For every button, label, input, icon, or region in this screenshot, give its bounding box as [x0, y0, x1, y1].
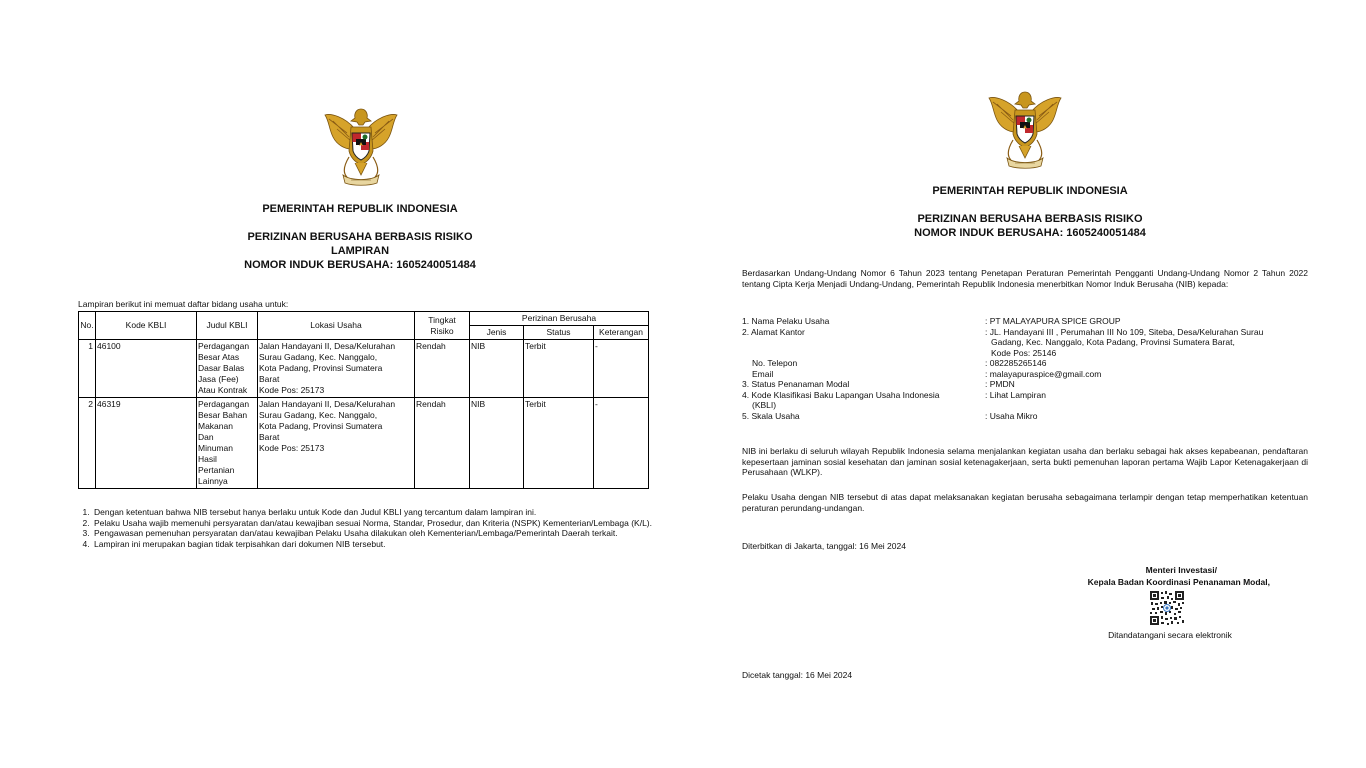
row-lokasi: Jalan Handayani II, Desa/Kelurahan Surau Gadang, Kec. Nanggalo, Kota Padang, Provinsi Sumatera Barat Kode Pos: 25173: [258, 398, 415, 489]
note-item: 4. Lampiran ini merupakan bagian tidak terpisahkan dari dokumen NIB tersebut.: [92, 539, 662, 550]
field-nama: 1. Nama Pelaku Usaha : PT MALAYAPURA SPICE GROUP: [742, 316, 1121, 326]
doc-subtitle: LAMPIRAN: [330, 245, 390, 257]
government-heading: PEMERINTAH REPUBLIK INDONESIA: [932, 185, 1128, 197]
kbli-table: [78, 311, 649, 489]
risiko-label: Risiko: [430, 325, 454, 336]
row-judul: Perdagangan Besar Bahan Makanan Dan Minuman Hasil Pertanian Lainnya: [197, 398, 258, 489]
tingkat-label: Tingkat: [428, 314, 456, 325]
row-status: Terbit: [524, 398, 594, 489]
lampiran-intro: Lampiran berikut ini memuat daftar bidang usaha untuk:: [78, 299, 289, 309]
obligation-paragraph: Pelaku Usaha dengan NIB tersebut di atas dapat melaksanakan kegiatan berusaha sebagaimana terlampir dengan tetap memperhatikan ketentuan peraturan perundang-undangan.: [742, 492, 1308, 513]
lampiran-notes: [78, 507, 662, 549]
electronic-signature-note: Ditandatangani secara elektronik: [1108, 630, 1232, 640]
col-header-jenis: Jenis: [470, 326, 524, 340]
issued-date: Diterbitkan di Jakarta, tanggal: 16 Mei 2024: [742, 541, 906, 551]
signer-title: Menteri Investasi/: [1145, 565, 1217, 575]
signer-office: Kepala Badan Koordinasi Penanaman Modal,: [1087, 577, 1270, 587]
table-row: [79, 398, 649, 489]
field-status-modal: 3. Status Penanaman Modal : PMDN: [742, 379, 1015, 389]
doc-title: PERIZINAN BERUSAHA BERBASIS RISIKO: [247, 231, 473, 243]
note-item: 3. Pengawasan pemenuhan persyaratan dan/atau kewajiban Pelaku Usaha dilakukan oleh Kementerian/Lembaga/Pemerintah Daerah terkait.: [92, 528, 662, 539]
intro-paragraph: Berdasarkan Undang-Undang Nomor 6 Tahun 2023 tentang Penetapan Peraturan Pemerintah Pengganti Undang-Undang Nomor 2 Tahun 2022 tentang Cipta Kerja Menjadi Undang-Undang, Pemerintah Republik Indonesia menerbitkan Nomor Induk Berusaha (NIB) kepada:: [742, 268, 1308, 289]
field-kbli: 4. Kode Klasifikasi Baku Lapangan Usaha Indonesia (KBLI) : Lihat Lampiran: [742, 389, 1046, 410]
table-row: [79, 340, 649, 398]
garuda-emblem-icon: [321, 103, 401, 187]
note-item: 2. Pelaku Usaha wajib memenuhi persyaratan dan/atau kewajiban sesuai Norma, Standar, Prosedur, dan Kriteria (NSPK) Kementerian/Lembaga (K/L).: [92, 518, 662, 529]
field-email: Email : malayapuraspice@gmail.com: [752, 368, 1102, 379]
row-no: 2: [79, 398, 96, 489]
doc-title: PERIZINAN BERUSAHA BERBASIS RISIKO: [917, 213, 1143, 225]
business-details: [742, 316, 1308, 421]
col-header-judul: Judul KBLI: [197, 312, 258, 340]
qr-code-icon: [1149, 590, 1185, 626]
row-kode: 46100: [96, 340, 197, 398]
row-no: 1: [79, 340, 96, 398]
field-skala: 5. Skala Usaha : Usaha Mikro: [742, 410, 1038, 421]
row-lokasi: Jalan Handayani II, Desa/Kelurahan Surau Gadang, Kec. Nanggalo, Kota Padang, Provinsi Sumatera Barat Kode Pos: 25173: [258, 340, 415, 398]
col-header-perizinan: Perizinan Berusaha: [470, 312, 649, 326]
col-header-lokasi: Lokasi Usaha: [258, 312, 415, 340]
field-alamat: 2. Alamat Kantor : JL. Handayani III , Perumahan III No 109, Siteba, Desa/Kelurahan Surau Gadang, Kec. Nanggalo, Kota Padang, Provinsi Sumatera Barat, Kode Pos: 25146: [742, 326, 1264, 358]
col-header-status: Status: [524, 326, 594, 340]
field-telepon: No. Telepon : 082285265146: [752, 358, 1047, 368]
printed-date: Dicetak tanggal: 16 Mei 2024: [742, 670, 853, 680]
col-header-kode: Kode KBLI: [96, 312, 197, 340]
row-status: Terbit: [524, 340, 594, 398]
nib-number: NOMOR INDUK BERUSAHA: 1605240051484: [914, 227, 1146, 239]
validity-paragraph: NIB ini berlaku di seluruh wilayah Republik Indonesia selama menjalankan kegiatan usaha dan berlaku sebagai hak akses kepabeanan, pendaftaran kepesertaan jaminan sosial kesehatan dan jaminan sosial ketenagakerjaan, serta bukti pemenuhan laporan pertama Wajib Lapor Ketenagakerjaan di Perusahaan (WLKP).: [742, 446, 1308, 477]
col-header-tingkat-risiko: [415, 312, 470, 340]
government-heading: PEMERINTAH REPUBLIK INDONESIA: [262, 203, 458, 215]
nib-number: NOMOR INDUK BERUSAHA: 1605240051484: [244, 259, 476, 271]
note-item: 1. Dengan ketentuan bahwa NIB tersebut hanya berlaku untuk Kode dan Judul KBLI yang tercantum dalam lampiran ini.: [92, 507, 662, 518]
col-header-no: No.: [79, 312, 96, 340]
row-jenis: NIB: [470, 340, 524, 398]
row-tingkat: Rendah: [415, 398, 470, 489]
row-jenis: NIB: [470, 398, 524, 489]
row-kode: 46319: [96, 398, 197, 489]
row-keterangan: -: [594, 398, 649, 489]
row-judul: Perdagangan Besar Atas Dasar Balas Jasa (Fee) Atau Kontrak: [197, 340, 258, 398]
garuda-emblem-icon: [985, 86, 1065, 170]
col-header-keterangan: Keterangan: [594, 326, 649, 340]
row-tingkat: Rendah: [415, 340, 470, 398]
row-keterangan: -: [594, 340, 649, 398]
